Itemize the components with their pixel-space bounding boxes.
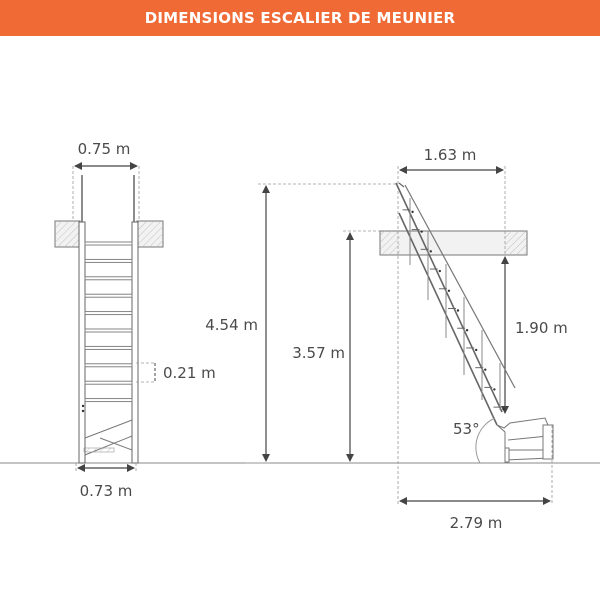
front-step	[85, 381, 132, 384]
side-step-bolt	[475, 349, 477, 351]
side-step-bolt	[466, 329, 468, 331]
label-total-height: 4.54 m	[205, 316, 258, 334]
side-step-bolt	[430, 250, 432, 252]
side-step-bolt	[448, 290, 450, 292]
front-step	[85, 259, 132, 262]
label-top-horizontal: 1.63 m	[423, 146, 477, 164]
label-floor-height: 3.57 m	[292, 344, 345, 362]
front-step	[85, 346, 132, 349]
side-step-bolt	[420, 230, 422, 232]
side-step-bolt	[493, 388, 495, 390]
label-total-length: 2.79 m	[449, 514, 503, 532]
front-view	[55, 140, 216, 500]
side-handrail	[405, 185, 515, 388]
side-step-bolt	[411, 211, 413, 213]
front-step	[85, 364, 132, 367]
front-stringer-left	[79, 222, 85, 463]
label-step-rise: 0.21 m	[163, 364, 216, 382]
front-floor-hatch-right	[137, 221, 163, 247]
side-step-bolt	[457, 309, 459, 311]
front-steps	[85, 242, 132, 402]
front-step	[85, 242, 132, 245]
label-upper-height: 1.90 m	[515, 319, 568, 337]
front-step	[85, 399, 132, 402]
side-step-bolt	[502, 408, 504, 410]
front-step	[85, 312, 132, 315]
label-angle: 53°	[453, 420, 480, 438]
side-step-bolt	[439, 270, 441, 272]
front-step	[85, 294, 132, 297]
label-top-width: 0.75 m	[77, 140, 131, 158]
front-floor-hatch-left	[55, 221, 80, 247]
label-bottom-width: 0.73 m	[79, 482, 133, 500]
side-step-bolt	[484, 368, 486, 370]
front-stringer-right	[132, 222, 138, 463]
front-step	[85, 277, 132, 280]
side-view	[205, 146, 568, 532]
side-stringer-upper	[396, 183, 502, 412]
page-title: DIMENSIONS ESCALIER DE MEUNIER	[144, 9, 456, 27]
front-step	[85, 329, 132, 332]
